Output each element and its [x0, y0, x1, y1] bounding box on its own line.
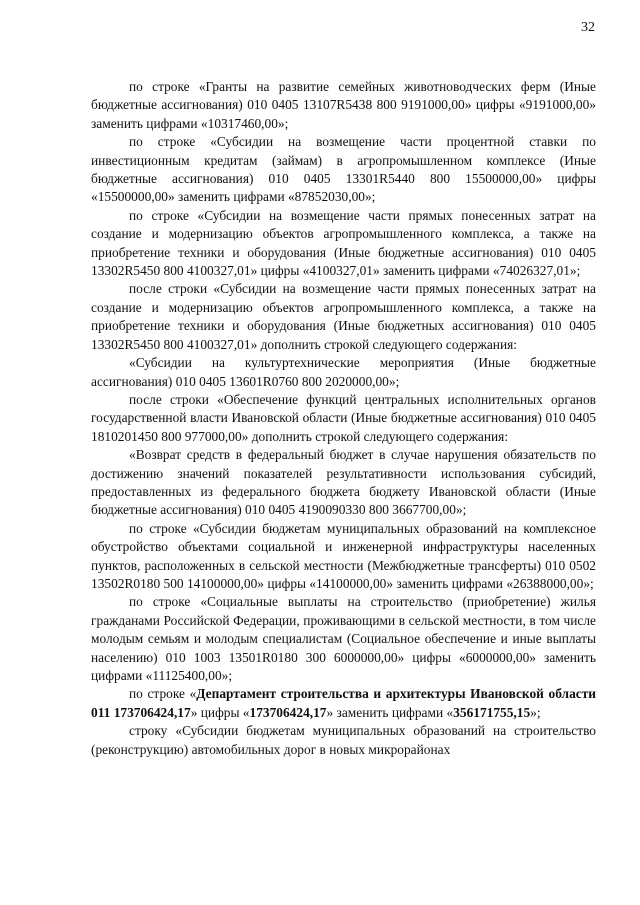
text-fragment: по строке « [129, 686, 197, 702]
text-fragment: »; [530, 704, 541, 720]
bold-old-amount: 173706424,17 [249, 704, 327, 720]
paragraph-rural-infrastructure: по строке «Субсидии бюджетам муниципальных образований на комплексное обустройство объектами социальной и инженерной инфраструктуры населенных пунктов, расположенных в сельской местности (Межбюджетные трансферты) 010 0502 13502R0180 500 14100000,00» цифры «14100000,00» заменить цифрами «26388000,00»; [91, 520, 596, 591]
paragraph-direct-costs-subsidies: по строке «Субсидии на возмещение части прямых понесенных затрат на создание и модернизацию объектов агропромышленного комплекса, а также на приобретение техники и оборудования (Иные бюджетные ассигнования) 010 0405 13302R5450 800 4100327,01» цифры «4100327,01» заменить цифрами «74026327,01»; [91, 207, 596, 279]
document-body [91, 78, 596, 759]
bold-department-name: Департамент строительства и архитектуры Ивановской области 011 173706424,17 [91, 686, 597, 720]
paragraph-grants-livestock-farms: по строке «Гранты на развитие семейных животноводческих ферм (Иные бюджетные ассигнования) 010 0405 13107R5438 800 9191000,00» цифры «9191000,00» заменить цифрами «10317460,00»; [91, 79, 596, 131]
bold-new-amount: 356171755,15 [453, 704, 531, 720]
text-fragment: » цифры « [190, 704, 250, 720]
paragraph-social-housing-payments: по строке «Социальные выплаты на строительство (приобретение) жилья гражданами Российской Федерации, проживающими в сельской местности, в том числе молодым семьям и молодым специалистам (Социальное обеспечение и иные выплаты населению) 010 1003 13501R0180 300 6000000,00» цифры «6000000,00» заменить цифрами «11125400,00»; [91, 594, 596, 683]
page-number: 32 [581, 20, 595, 35]
paragraph-cultural-technical-measures: «Субсидии на культуртехнические мероприятия (Иные бюджетные ассигнования) 010 0405 13601R0760 800 2020000,00»; [91, 355, 596, 389]
text-fragment: » заменить цифрами « [326, 704, 454, 720]
paragraph-federal-budget-return: «Возврат средств в федеральный бюджет в случае нарушения обязательств по достижению значений показателей результативности использования субсидий, предоставленных из федерального бюджета бюджету Ивановской области (Иные бюджетные ассигнования) 010 0405 4190090330 800 3667700,00»; [91, 447, 596, 518]
paragraph-road-construction-subsidies: строку «Субсидии бюджетам муниципальных образований на строительство (реконструкцию) автомобильных дорог в новых микрорайонах [91, 723, 596, 757]
paragraph-after-direct-costs: после строки «Субсидии на возмещение части прямых понесенных затрат на создание и модернизацию объектов агропромышленного комплекса, а также на приобретение техники и оборудования (Иные бюджетных ассигнования) 010 0405 13302R5450 800 4100327,01» дополнить строкой следующего содержания: [91, 281, 596, 352]
paragraph-interest-rate-subsidies: по строке «Субсидии на возмещение части процентной ставки по инвестиционным кредитам (займам) в агропромышленном комплексе (Иные бюджетные ассигнования) 010 0405 13301R5440 800 15500000,00» цифры «15500000,00» заменить цифрами «87852030,00»; [91, 134, 596, 205]
paragraph-after-central-functions: после строки «Обеспечение функций центральных исполнительных органов государственной власти Ивановской области (Иные бюджетные ассигнования) 010 0405 1810201450 800 977000,00» дополнить строкой следующего содержания: [91, 391, 596, 444]
paragraph-construction-department [91, 685, 596, 722]
